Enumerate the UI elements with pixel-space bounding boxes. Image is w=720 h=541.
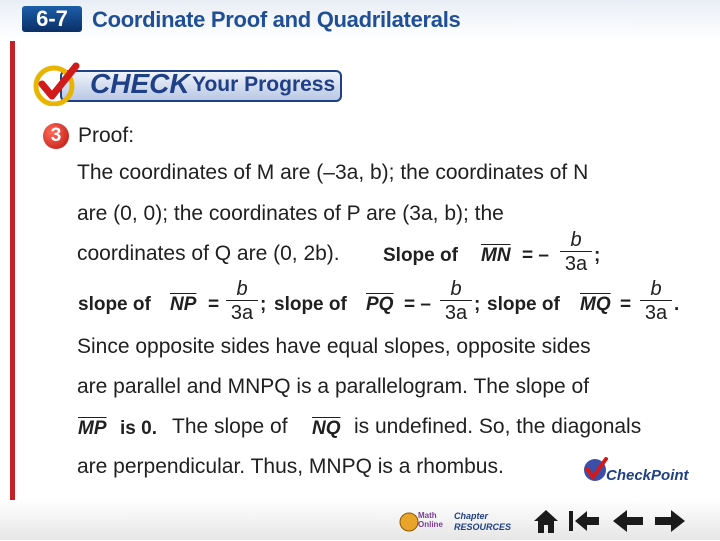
first-arrow-icon xyxy=(567,507,601,535)
slope-mn-lead: Slope of xyxy=(383,245,458,266)
slope-np-equals: = xyxy=(208,294,220,315)
slope-mn-tail: ; xyxy=(594,245,601,266)
your-progress-word: Your Progress xyxy=(192,73,336,96)
slope-pq-tail: ; xyxy=(474,294,481,315)
segment-mp: $\overline{MP}$ xyxy=(78,418,107,439)
left-red-rule xyxy=(10,41,15,521)
segment-np: $\overline{NP}$ xyxy=(170,294,197,315)
slope-pq-lead: slope of xyxy=(274,294,347,315)
home-button[interactable] xyxy=(528,507,564,537)
slope-mq-lead: slope of xyxy=(487,294,560,315)
fraction-denominator: 3a xyxy=(564,253,588,275)
segment-mq: $\overline{MQ}$ xyxy=(580,294,611,315)
lesson-number-badge: 6-7 xyxy=(22,6,82,32)
proof-line-6: are parallel and MNPQ is a parallelogram. The slope of xyxy=(77,375,590,398)
slope-pq-fraction xyxy=(440,278,472,325)
slope-mn-equals: = – xyxy=(522,245,549,266)
fraction-numerator: b xyxy=(640,278,672,301)
proof-line-7b: is undefined. So, the diagonals xyxy=(354,415,642,438)
math-online-button[interactable] xyxy=(398,508,448,536)
globe-icon xyxy=(398,511,420,533)
segment-nq: $\overline{NQ}$ xyxy=(312,418,341,439)
home-icon xyxy=(531,507,561,535)
check-word: CHECK xyxy=(90,68,190,99)
proof-line-2: are (0, 0); the coordinates of P are (3a, b); the xyxy=(77,202,504,225)
proof-line-3: coordinates of Q are (0, 2b). xyxy=(77,242,340,265)
left-arrow-icon xyxy=(611,507,645,535)
slope-mq-tail: . xyxy=(674,294,680,315)
mp-slope-tail: is 0. xyxy=(120,418,157,439)
segment-pq: $\overline{PQ}$ xyxy=(366,294,394,315)
checkpoint-button[interactable] xyxy=(582,457,690,489)
slope-np-fraction xyxy=(226,278,258,325)
proof-line-5: Since opposite sides have equal slopes, opposite sides xyxy=(77,335,591,358)
fraction-denominator: 3a xyxy=(444,302,468,324)
slope-pq-equals: = – xyxy=(404,294,431,315)
fraction-numerator: b xyxy=(560,229,592,252)
checkpoint-label: CheckPoint xyxy=(606,467,689,484)
proof-line-1: The coordinates of M are (–3a, b); the coordinates of N xyxy=(77,161,589,184)
fraction-numerator: b xyxy=(440,278,472,301)
fraction-denominator: 3a xyxy=(644,302,668,324)
chapter-resources-label: Chapter RESOURCES xyxy=(454,511,512,532)
proof-line-8: are perpendicular. Thus, MNPQ is a rhombus. xyxy=(77,455,504,478)
slope-np-lead: slope of xyxy=(78,294,151,315)
slope-mq-fraction xyxy=(640,278,672,325)
proof-line-7a: The slope of xyxy=(172,415,288,438)
problem-number-badge: 3 xyxy=(43,123,69,149)
right-arrow-icon xyxy=(653,507,687,535)
first-slide-button[interactable] xyxy=(566,507,602,537)
lesson-title: Coordinate Proof and Quadrilaterals xyxy=(92,7,461,32)
checkpoint-icon xyxy=(582,457,608,487)
fraction-denominator: 3a xyxy=(230,302,254,324)
checkmark-icon xyxy=(30,62,90,106)
slope-mq-equals: = xyxy=(620,294,632,315)
slope-mn-fraction xyxy=(560,229,592,276)
previous-slide-button[interactable] xyxy=(610,507,646,537)
fraction-numerator: b xyxy=(226,278,258,301)
segment-mn: $\overline{MN}$ xyxy=(481,245,511,266)
slope-np-tail: ; xyxy=(260,294,267,315)
next-slide-button[interactable] xyxy=(652,507,688,537)
check-your-progress-banner xyxy=(30,62,342,104)
problem-heading: Proof: xyxy=(78,124,135,147)
chapter-resources-button[interactable] xyxy=(454,508,518,536)
math-online-label: Math Online xyxy=(418,511,443,529)
